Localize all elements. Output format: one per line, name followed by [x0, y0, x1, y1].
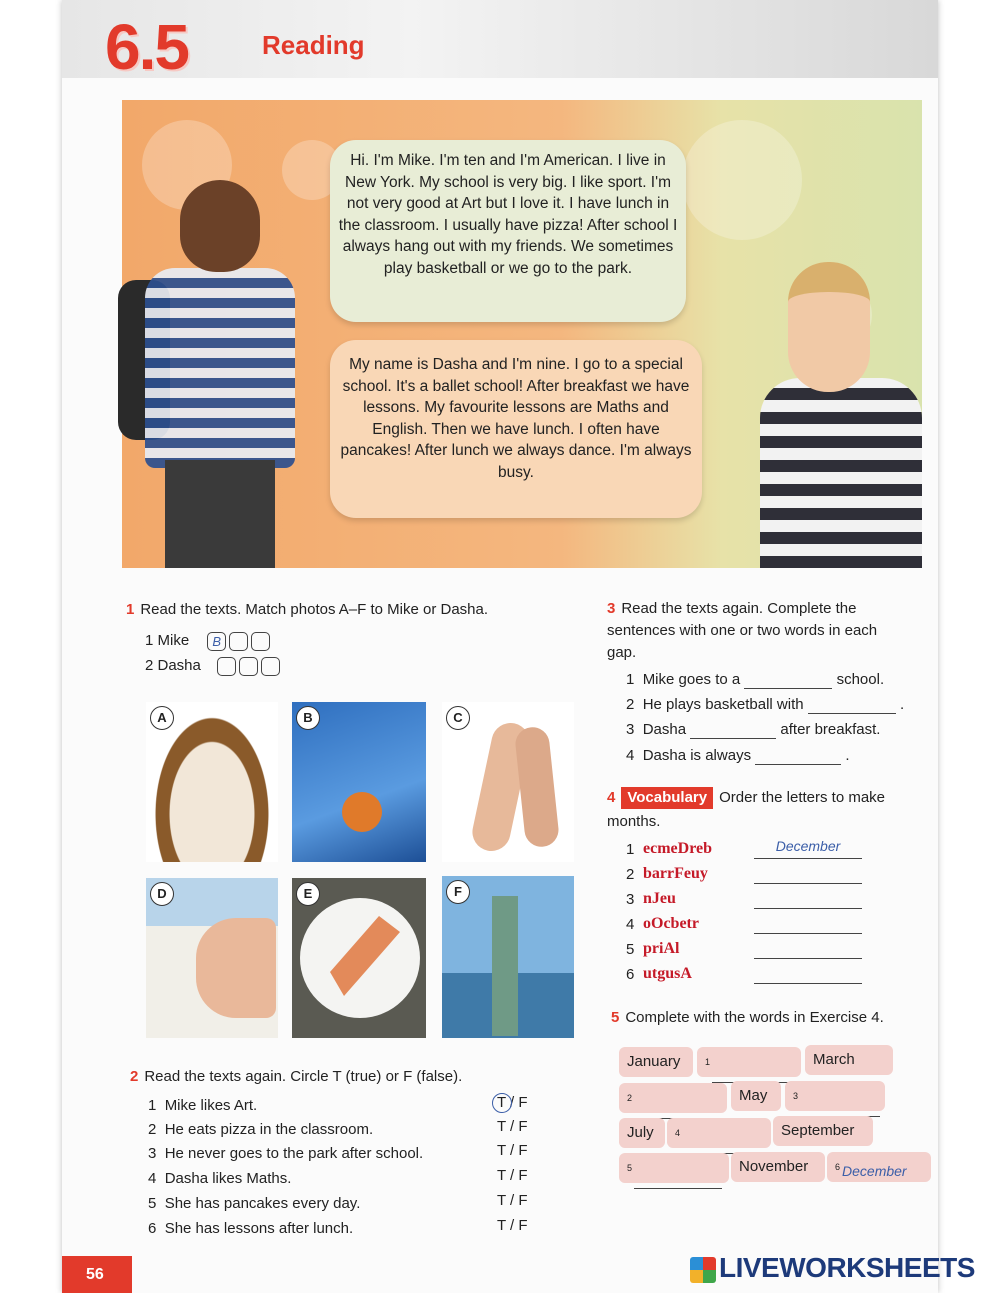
month-gap-1[interactable]	[697, 1047, 801, 1077]
ex3-item	[626, 696, 904, 714]
month-gap-6[interactable]	[827, 1152, 931, 1182]
scrambled-word: ecmeDreb	[643, 840, 712, 857]
item-text: He eats pizza in the classroom.	[164, 1121, 374, 1138]
ex4-heading	[607, 786, 907, 834]
ex1-row-dasha	[145, 657, 283, 676]
answer-gap[interactable]	[754, 838, 862, 859]
header-band	[62, 0, 938, 78]
brand-name: LIVEWORKSHEETS	[719, 1252, 975, 1283]
photo-e-pizza	[292, 878, 426, 1038]
photo-c-ballet-shoes	[442, 702, 574, 862]
answer-gap[interactable]	[634, 1158, 722, 1189]
ex4-item	[626, 866, 634, 883]
answer-box[interactable]	[239, 657, 258, 676]
ex1-row-label: 2 Dasha	[145, 657, 201, 675]
photo-label: F	[446, 880, 470, 904]
photo-d-maths	[146, 878, 278, 1038]
month-july: July	[619, 1118, 665, 1148]
item-number: 2	[626, 696, 635, 713]
unit-number: 6.5	[105, 11, 188, 83]
gap-number: 1	[705, 1057, 711, 1067]
answer-text: December	[775, 838, 841, 854]
month-may: May	[731, 1081, 781, 1111]
dasha-speech-bubble: My name is Dasha and I'm nine. I go to a special school. It's a ballet school! After breakfast we have lessons. My favourite lessons are Maths and English. Then we have lunch. I often have pancakes! After lunch we always dance. I'm always busy.	[330, 340, 702, 518]
month-september: September	[773, 1116, 873, 1146]
ex3-instruction: Read the texts again. Complete the sentences with one or two words in each gap.	[607, 600, 878, 661]
vocabulary-badge: Vocabulary	[621, 787, 713, 809]
ex3-item	[626, 721, 880, 739]
item-text: He never goes to the park after school.	[164, 1145, 424, 1162]
answer-gap[interactable]	[682, 1123, 764, 1154]
item-text: She has lessons after lunch.	[164, 1220, 354, 1237]
item-number: 4	[148, 1170, 157, 1187]
boy-mike-shirt	[145, 268, 295, 468]
item-text: Dasha	[642, 721, 687, 738]
scrambled-word: priAl	[643, 940, 680, 957]
photo-label: A	[150, 706, 174, 730]
answer-gap[interactable]	[634, 1088, 720, 1119]
photo-a-pancakes	[146, 702, 278, 862]
month-january: January	[619, 1047, 693, 1077]
ex3-number: 3	[607, 600, 616, 617]
item-number: 2	[148, 1121, 157, 1138]
true-false-choice[interactable]: T / F	[497, 1217, 528, 1234]
answer-box[interactable]	[217, 657, 236, 676]
answer-gap[interactable]	[800, 1086, 880, 1117]
ex3-item	[626, 747, 850, 765]
item-number: 3	[626, 721, 635, 738]
month-march: March	[805, 1045, 893, 1075]
answer-gap[interactable]	[808, 696, 896, 714]
true-false-choice[interactable]: T / F	[497, 1167, 528, 1184]
photo-f-statue-of-liberty	[442, 876, 574, 1038]
month-gap-3[interactable]	[785, 1081, 885, 1111]
item-number: 4	[626, 747, 635, 764]
page-number: 56	[62, 1256, 132, 1293]
item-text: after breakfast.	[780, 721, 881, 738]
month-november: November	[731, 1152, 825, 1182]
decor-circle	[682, 120, 802, 240]
item-text: She has pancakes every day.	[164, 1195, 361, 1212]
ex1-instruction: Read the texts. Match photos A–F to Mike or Dasha.	[140, 601, 489, 618]
scrambled-word: oOcbetr	[643, 915, 699, 932]
answer-gap[interactable]	[754, 938, 862, 959]
item-number: 6	[148, 1220, 157, 1237]
ex2-number: 2	[130, 1068, 139, 1085]
answer-gap[interactable]	[744, 671, 832, 689]
answer-box[interactable]	[251, 632, 270, 651]
ex2-item	[148, 1220, 353, 1237]
ex3-item	[626, 671, 884, 689]
gap-number: 4	[675, 1128, 681, 1138]
true-false-choice[interactable]: T / F	[497, 1118, 528, 1135]
ex1-heading	[126, 600, 566, 620]
photo-label: C	[446, 706, 470, 730]
item-number: 1	[626, 671, 635, 688]
ex4-number: 4	[607, 789, 616, 806]
scrambled-word: barrFeuy	[643, 865, 708, 882]
answer-box[interactable]	[261, 657, 280, 676]
item-number: 1	[626, 841, 635, 858]
scrambled-word: nJeu	[643, 890, 676, 907]
photo-label: B	[296, 706, 320, 730]
ex1-number: 1	[126, 601, 135, 618]
item-number: 5	[148, 1195, 157, 1212]
ex4-instruction: Order the letters to make months.	[607, 789, 886, 830]
ex1-row-mike	[145, 632, 273, 651]
true-false-choice[interactable]	[497, 1094, 528, 1111]
answer-gap[interactable]	[712, 1052, 792, 1083]
ex2-item	[148, 1170, 291, 1187]
item-text: Mike goes to a	[642, 671, 741, 688]
ex3-heading	[607, 598, 907, 664]
item-number: 1	[148, 1097, 157, 1114]
boy-mike-head	[180, 180, 260, 272]
girl-dasha-shirt	[760, 378, 922, 568]
item-text: .	[899, 696, 905, 713]
ex4-item	[626, 841, 634, 858]
item-text: Dasha is always	[642, 747, 752, 764]
gap-number: 6	[835, 1162, 841, 1172]
unit-title: Reading	[262, 30, 365, 60]
ex2-item	[148, 1097, 257, 1114]
ex1-row-label: 1 Mike	[145, 632, 190, 650]
mike-speech-bubble: Hi. I'm Mike. I'm ten and I'm American. I live in New York. My school is very big. I like sport. I'm not very good at Art but I love it. I have lunch in the classroom. I usually have pizza! After school I always hang out with my friends. We sometimes play basketball or we go to the park.	[330, 140, 686, 322]
liveworksheets-icon	[690, 1257, 716, 1283]
circle-mark	[492, 1093, 512, 1113]
ex4-item	[626, 916, 634, 933]
tf-text: T / F	[497, 1094, 528, 1111]
boy-mike-legs	[165, 460, 275, 568]
answer-text: December	[842, 1163, 907, 1179]
statue-icon	[492, 896, 518, 1036]
photo-label: D	[150, 882, 174, 906]
answer-gap[interactable]	[754, 913, 862, 934]
answer-box[interactable]	[229, 632, 248, 651]
answer-gap[interactable]	[690, 721, 776, 739]
answer-gap[interactable]	[754, 963, 862, 984]
item-number: 2	[626, 866, 635, 883]
ex2-item	[148, 1121, 373, 1138]
month-gap-2[interactable]	[619, 1083, 727, 1113]
photo-b-basketball	[292, 702, 426, 862]
liveworksheets-logo	[690, 1252, 975, 1284]
item-text: school.	[836, 671, 885, 688]
true-false-choice[interactable]: T / F	[497, 1142, 528, 1159]
item-number: 4	[626, 916, 635, 933]
item-number: 3	[148, 1145, 157, 1162]
ex2-heading	[130, 1067, 570, 1087]
girl-dasha-head	[788, 262, 870, 392]
month-gap-5[interactable]	[619, 1153, 729, 1183]
gap-number: 5	[627, 1163, 633, 1173]
ex4-item	[626, 966, 634, 983]
gap-number: 2	[627, 1093, 633, 1103]
ex5-instruction: Complete with the words in Exercise 4.	[625, 1009, 884, 1026]
item-text: He plays basketball with	[642, 696, 804, 713]
ex4-item	[626, 941, 634, 958]
item-text: Mike likes Art.	[164, 1097, 258, 1114]
item-number: 3	[626, 891, 635, 908]
gap-number: 3	[793, 1091, 799, 1101]
item-text: Dasha likes Maths.	[164, 1170, 292, 1187]
answer-box[interactable]: B	[207, 632, 226, 651]
basketball-icon	[342, 792, 382, 832]
month-gap-4[interactable]	[667, 1118, 771, 1148]
ex2-item	[148, 1145, 423, 1162]
hand-icon	[196, 918, 276, 1018]
answer-gap[interactable]	[754, 863, 862, 884]
scrambled-word: utgusA	[643, 965, 692, 982]
answer-gap[interactable]	[755, 747, 841, 765]
item-text: .	[845, 747, 850, 764]
ex2-instruction: Read the texts again. Circle T (true) or F (false).	[144, 1068, 463, 1085]
ex2-item	[148, 1195, 360, 1212]
photo-label: E	[296, 882, 320, 906]
item-number: 6	[626, 966, 635, 983]
ballet-shoe-icon	[514, 726, 560, 849]
ex5-number: 5	[611, 1009, 620, 1026]
item-number: 5	[626, 941, 635, 958]
true-false-choice[interactable]: T / F	[497, 1192, 528, 1209]
ex5-heading	[611, 1008, 931, 1028]
answer-gap[interactable]	[754, 888, 862, 909]
ex4-item	[626, 891, 634, 908]
